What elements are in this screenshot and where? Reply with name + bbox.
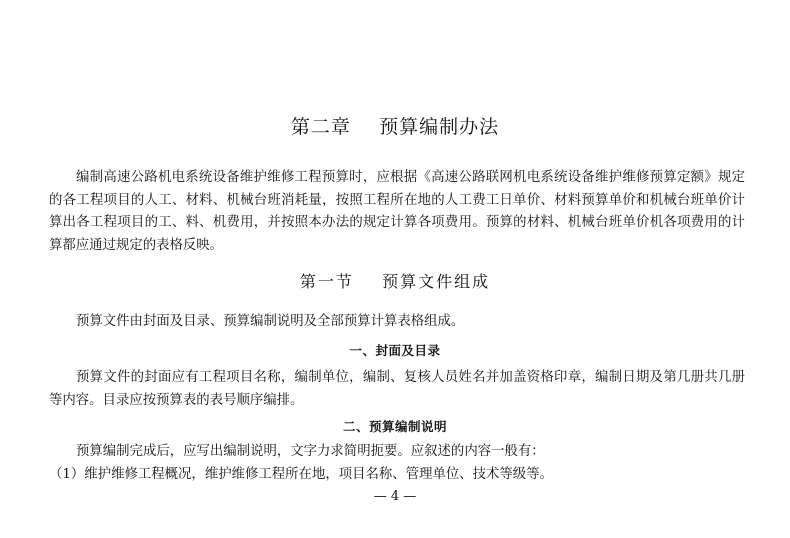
intro-paragraph: 编制高速公路机电系统设备维护维修工程预算时，应根据《高速公路联网机电系统设备维护维修预算定额》规定的各工程项目的人工、材料、机械台班消耗量，按照工程所在地的人工费工日单价、材料预算单价和机械台班单价计算出各工程项目的工、料、机费用，并按照本办法的规定计算各项费用。预算的材料、机械台班单价机各项费用的计算都应通过规定的表格反映。 <box>49 170 745 253</box>
subsection-paragraph-description: 预算编制完成后，应写出编制说明，文字力求简明扼要。应叙述的内容一般有： <box>76 444 545 459</box>
section-title: 第一节 预算文件组成 <box>299 272 491 291</box>
subsection-title-description: 二、预算编制说明 <box>342 419 447 434</box>
subsection-paragraph-cover: 预算文件的封面应有工程项目名称，编制单位，编制、复核人员姓名并加盖资格印章，编制日期及第几册共几册等内容。目录应按预算表的表号顺序编排。 <box>49 370 745 408</box>
chapter-title: 第二章 预算编制办法 <box>290 116 500 138</box>
list-item: （1）维护维修工程概况，维护维修工程所在地，项目名称、管理单位、技术等级等。 <box>49 467 553 482</box>
page-number: — 4 — <box>373 489 417 504</box>
subsection-title-cover: 一、封面及目录 <box>349 343 441 358</box>
section-paragraph: 预算文件由封面及目录、预算编制说明及全部预算计算表格组成。 <box>76 314 465 329</box>
